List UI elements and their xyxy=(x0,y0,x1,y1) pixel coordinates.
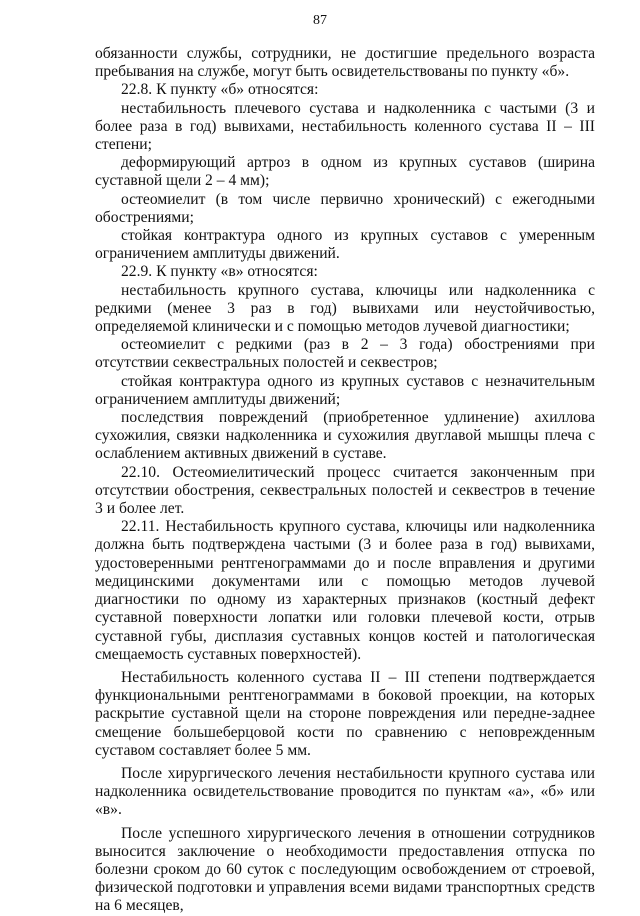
paragraph-item: стойкая контрактура одного из крупных суставов с незначительным ограничением амплитуды движений; xyxy=(95,372,595,408)
paragraph-item: деформирующий артроз в одном из крупных суставов (ширина суставной щели 2 – 4 мм); xyxy=(95,154,595,190)
paragraph-item: нестабильность крупного сустава, ключицы или надколенника с редкими (менее 3 раз в год) вывихами или неустойчивостью, определяемой клинически и с помощью методов лучевой диагностики; xyxy=(95,281,595,336)
paragraph-item: остеомиелит (в том числе первично хронический) с ежегодными обострениями; xyxy=(95,190,595,226)
paragraph-item: нестабильность плечевого сустава и надколенника с частыми (3 и более раза в год) вывихами, нестабильность коленного сустава II – III степени; xyxy=(95,99,595,154)
paragraph-after-surgery: После хирургического лечения нестабильности крупного сустава или надколенника освидетельствование проводится по пунктам «а», «б» или «в». xyxy=(95,764,595,819)
paragraph-continuation: обязанности службы, сотрудники, не достигшие предельного возраста пребывания на службе, могут быть освидетельствованы по пункту «б». xyxy=(95,45,595,81)
paragraph-item: остеомиелит с редкими (раз в 2 – 3 года) обострениями при отсутствии секвестральных полостей и секвестров; xyxy=(95,336,595,372)
paragraph-22-10: 22.10. Остеомиелитический процесс считается законченным при отсутствии обострения, секвестральных полостей и секвестров в течение 3 и более лет. xyxy=(95,463,595,518)
paragraph-22-9-heading: 22.9. К пункту «в» относятся: xyxy=(121,263,318,281)
paragraph-item: стойкая контрактура одного из крупных суставов с умеренным ограничением амплитуды движений. xyxy=(95,227,595,263)
paragraph-after-successful-surgery: После успешного хирургического лечения в отношении сотрудников выносится заключение о необходимости предоставления отпуска по болезни сроком до 60 суток с последующим освобождением от строевой, физической подготовки и управления всеми видами транспортных средств на 6 месяцев, xyxy=(95,824,595,915)
paragraph-knee-instability: Нестабильность коленного сустава II – III степени подтверждается функциональными рентгенограммами в боковой проекции, на которых раскрытие суставной щели на стороне повреждения или передне-заднее смещение большеберцовой кости по сравнению с неповрежденным суставом составляет более 5 мм. xyxy=(95,668,595,759)
page-number: 87 xyxy=(313,13,327,28)
paragraph-22-11: 22.11. Нестабильность крупного сустава, ключицы или надколенника должна быть подтверждена частыми (3 и более раза в год) вывихами, удостоверенными рентгенограммами до и после вправления и другими медицинскими документами или с помощью методов лучевой диагностики по одному из характерных признаков (костный дефект суставной поверхности лопатки или головки плечевой кости, отрыв суставной губы, дисплазия суставных концов костей и патологическая смещаемость суставных поверхностей). xyxy=(95,518,595,663)
document-body xyxy=(95,45,595,916)
paragraph-22-8-heading: 22.8. К пункту «б» относятся: xyxy=(121,81,319,99)
paragraph-item: последствия повреждений (приобретенное удлинение) ахиллова сухожилия, связки надколенника и сухожилия двуглавой мышцы плеча с ослаблением активных движений в суставе. xyxy=(95,409,595,463)
